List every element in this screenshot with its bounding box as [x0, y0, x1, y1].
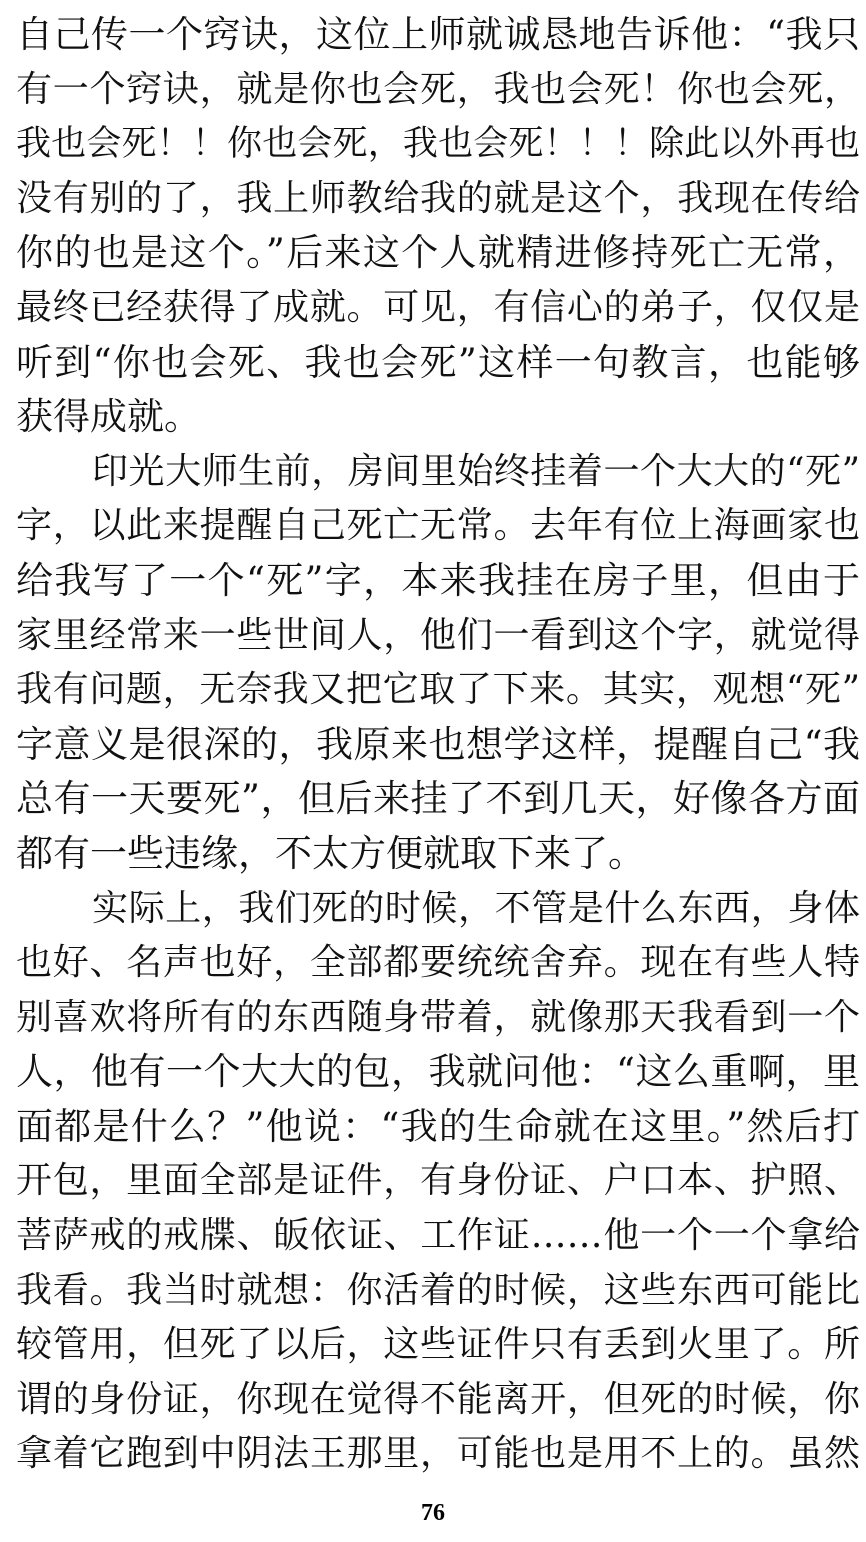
text-line: 听到“你也会死、我也会死”这样一句教言，也能够 — [16, 340, 860, 384]
text-line: 总有一天要死”，但后来挂了不到几天，好像各方面 — [16, 777, 860, 821]
text-line: 都有一些违缘，不太方便就取下来了。 — [16, 831, 645, 875]
text-line: 自己传一个窍诀，这位上师就诚恳地告诉他：“我只 — [16, 13, 860, 56]
text-line: 印光大师生前，房间里始终挂着一个大大的“死” — [92, 450, 860, 492]
text-line: 字，以此来提醒自己死亡无常。去年有位上海画家也 — [16, 505, 860, 547]
text-line: 没有别的了，我上师教给我的就是这个，我现在传给 — [16, 177, 860, 219]
text-line: 也好、名声也好，全部都要统统舍弃。现在有些人特 — [16, 942, 860, 984]
text-line: 我有问题，无奈我又把它取了下来。其实，观想“死” — [16, 669, 860, 711]
text-line: 人，他有一个大大的包，我就问他：“这么重啊，里 — [16, 1050, 860, 1094]
text-line: 你的也是这个。”后来这个人就精进修持死亡无常， — [16, 231, 860, 275]
body-text — [16, 8, 860, 1482]
text-line: 最终已经获得了成就。可见，有信心的弟子，仅仅是 — [16, 286, 860, 328]
text-line: 拿着它跑到中阴法王那里，可能也是用不上的。虽然 — [16, 1433, 860, 1475]
text-line: 家里经常来一些世间人，他们一看到这个字，就觉得 — [16, 614, 860, 656]
text-line: 字意义是很深的，我原来也想学这样，提醒自己“我 — [16, 722, 860, 766]
text-line: 实际上，我们死的时候，不管是什么东西，身体 — [92, 887, 860, 929]
text-line: 较管用，但死了以后，这些证件只有丢到火里了。所 — [16, 1324, 860, 1366]
text-line: 获得成就。 — [16, 395, 201, 439]
text-line: 我也会死！！你也会死，我也会死！！！除此以外再也 — [16, 124, 860, 165]
text-line: 我看。我当时就想：你活着的时候，这些东西可能比 — [16, 1269, 860, 1311]
text-line: 别喜欢将所有的东西随身带着，就像那天我看到一个 — [16, 996, 860, 1038]
text-line: 谓的身份证，你现在觉得不能离开，但死的时候，你 — [16, 1378, 860, 1420]
text-line: 有一个窍诀，就是你也会死，我也会死！你也会死， — [16, 68, 860, 110]
page-number: 76 — [421, 1500, 445, 1526]
text-line: 菩萨戒的戒牒、皈依证、工作证……他一个一个拿给 — [16, 1215, 860, 1257]
text-line: 开包，里面全部是证件，有身份证、户口本、护照、 — [16, 1160, 860, 1202]
text-line: 给我写了一个“死”字，本来我挂在房子里，但由于 — [16, 558, 860, 602]
text-line: 面都是什么？”他说：“我的生命就在这里。”然后打 — [16, 1104, 860, 1148]
